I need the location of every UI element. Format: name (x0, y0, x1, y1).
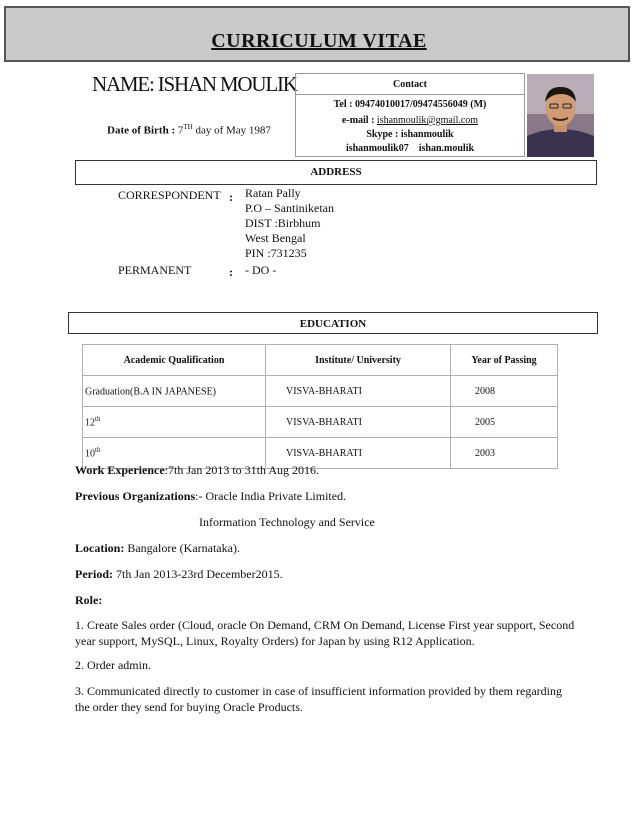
address-line: West Bengal (245, 231, 306, 245)
table-row (83, 407, 558, 438)
dob-day: 7 (177, 124, 184, 137)
contact-skype: Skype : ishanmoulik (366, 129, 454, 140)
location (75, 541, 240, 556)
work-experience (75, 463, 319, 478)
person-photo-icon (527, 74, 594, 157)
role-heading (75, 593, 102, 608)
permanent-label: PERMANENT (118, 263, 192, 277)
period-label: Period: (75, 567, 113, 581)
correspondent-colon: : (229, 190, 233, 204)
correspondent-label: CORRESPONDENT (118, 188, 221, 202)
contact-email (296, 115, 524, 126)
contact-tel: Tel : 09474010017/09474556049 (M) (333, 99, 487, 110)
institute-cell: VISVA-BHARATI (266, 376, 451, 407)
permanent-colon: : (229, 265, 233, 279)
contact-box (295, 73, 525, 157)
role-label: Role: (75, 593, 103, 607)
dob-day-suffix: TH (183, 123, 193, 131)
institute-cell: VISVA-BHARATI (266, 407, 451, 438)
role-item: 2. Order admin. (75, 658, 151, 672)
previous-organizations-label: Previous Organizations (75, 489, 196, 503)
table-row (83, 376, 558, 407)
location-value: Bangalore (Karnataka). (124, 541, 240, 555)
previous-organizations-value: :- Oracle India Private Limited. (195, 489, 347, 503)
qualification-text: 12 (85, 417, 95, 429)
location-label: Location: (75, 541, 125, 555)
date-of-birth (107, 123, 271, 137)
page-title: CURRICULUM VITAE (211, 30, 427, 52)
address-line: DIST :Birbhum (245, 216, 321, 230)
education-heading: EDUCATION (68, 312, 598, 334)
qualification-cell (83, 376, 266, 407)
qualification-cell (83, 407, 266, 438)
contact-heading: Contact (296, 74, 524, 95)
candidate-name: NAME: ISHAN MOULIK (92, 72, 297, 96)
permanent-value: - DO - (245, 263, 277, 277)
table-header-row (83, 345, 558, 376)
year-cell: 2005 (451, 407, 558, 438)
education-table (82, 344, 558, 469)
qualification-suffix: th (95, 415, 101, 424)
dob-rest: day of May 1987 (195, 124, 271, 137)
email-link[interactable]: ishanmoulik@gmail.com (376, 115, 479, 126)
email-label: e-mail : (341, 115, 375, 126)
period (75, 567, 283, 582)
column-header: Academic Qualification (83, 345, 266, 376)
organization-sector: Information Technology and Service (199, 515, 375, 529)
work-experience-label: Work Experience (75, 463, 165, 477)
qualification-text: Graduation(B.A IN JAPANESE) (85, 386, 217, 398)
address-heading: ADDRESS (75, 160, 597, 185)
contact-handles: ishanmoulik07 ishan.moulik (345, 143, 475, 154)
address-line: Ratan Pally (245, 186, 301, 200)
role-item: 1. Create Sales order (Cloud, oracle On Demand, CRM On Demand, License First year support, Second year support, MySQL, Linux, Royalty Orders) for Japan by using R12 Application. (75, 618, 575, 648)
column-header: Institute/ University (266, 345, 451, 376)
column-header: Year of Passing (451, 345, 558, 376)
period-value: 7th Jan 2013-23rd December2015. (113, 567, 283, 581)
address-line: PIN :731235 (245, 246, 307, 260)
address-line: P.O – Santiniketan (245, 201, 334, 215)
qualification-text: 10 (85, 448, 95, 460)
previous-organizations (75, 489, 346, 504)
dob-label: Date of Birth : (107, 124, 176, 137)
qualification-suffix: th (95, 446, 101, 455)
profile-photo (527, 74, 594, 157)
institute-cell: VISVA-BHARATI (266, 438, 451, 469)
role-item: 3. Communicated directly to customer in case of insufficient information provided by them regarding the order they send for buying Oracle Products. (75, 684, 562, 714)
year-cell: 2003 (451, 438, 558, 469)
work-experience-value: :7th Jan 2013 to 31th Aug 2016. (164, 463, 319, 477)
year-cell: 2008 (451, 376, 558, 407)
